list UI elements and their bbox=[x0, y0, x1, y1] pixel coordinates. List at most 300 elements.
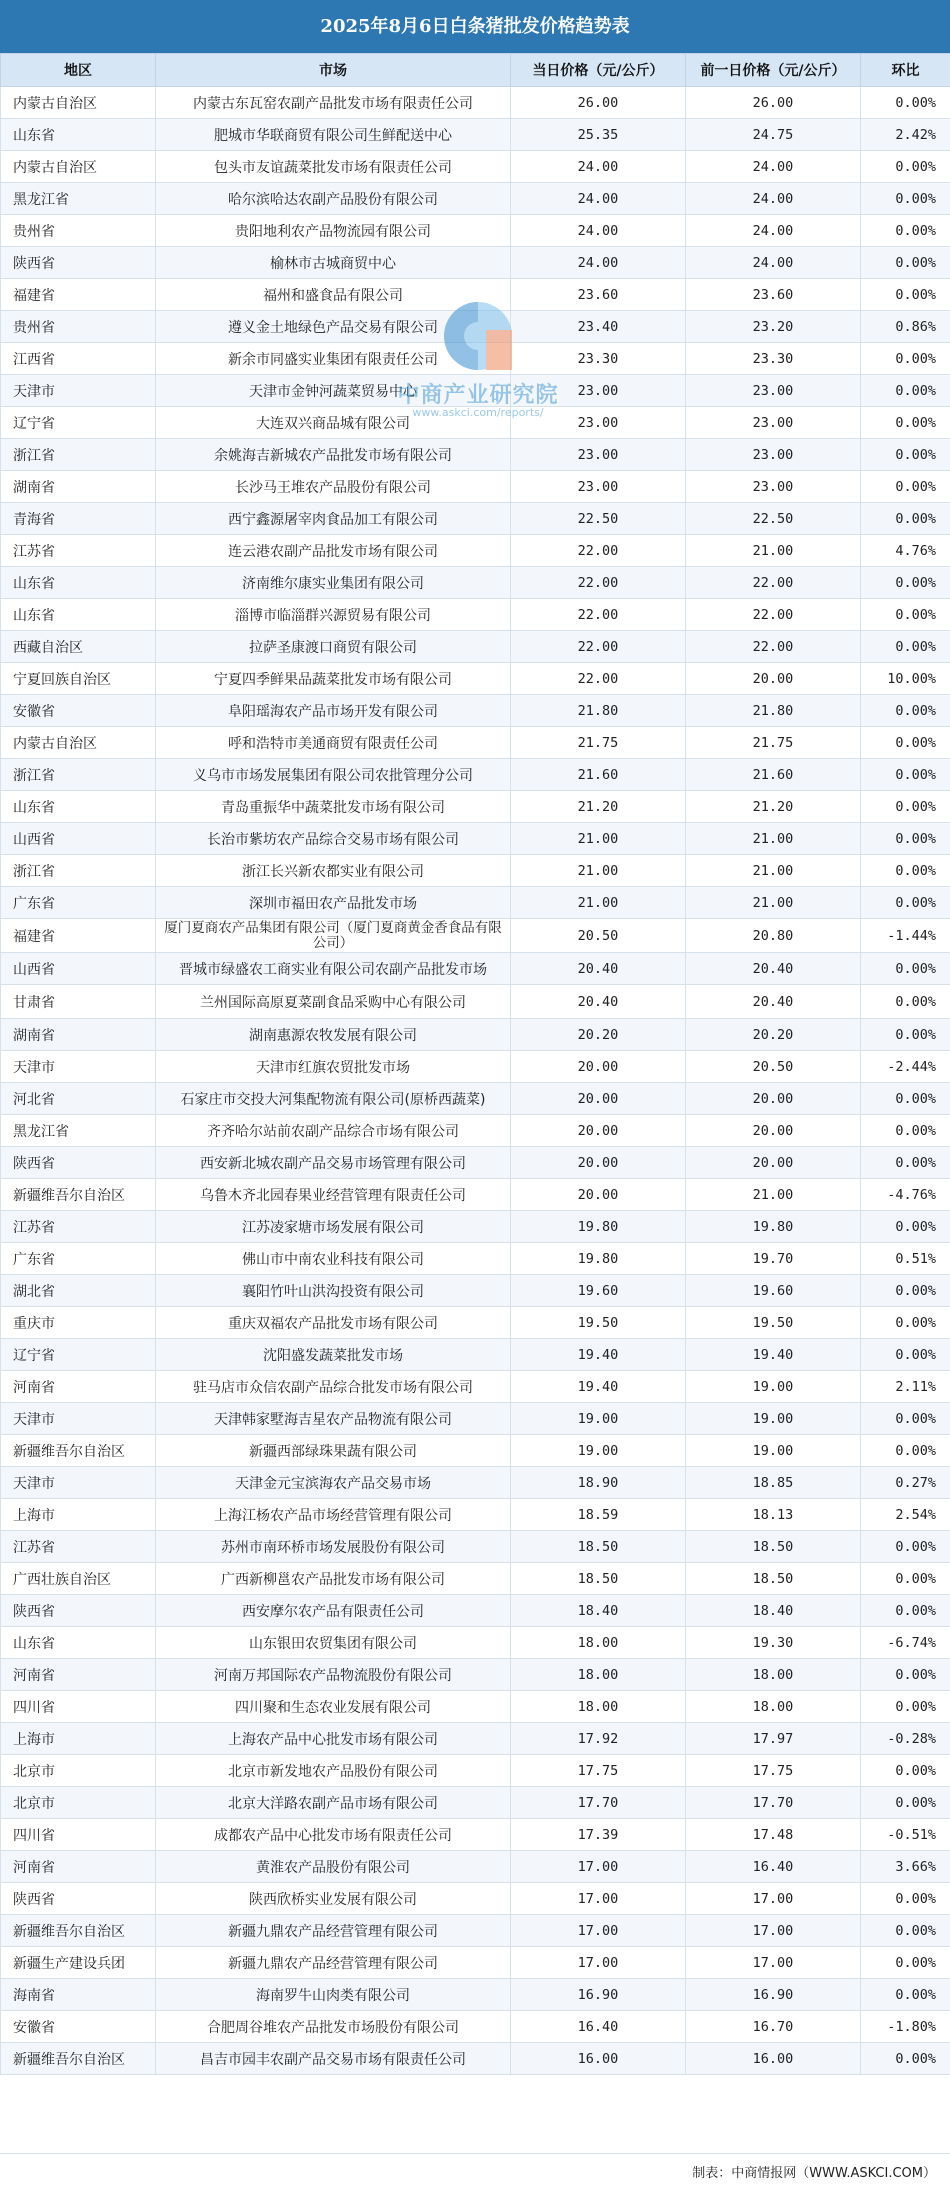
change-cell: -2.44% bbox=[861, 1051, 950, 1083]
market-cell: 浙江长兴新农都实业有限公司 bbox=[156, 855, 511, 887]
table-row bbox=[1, 663, 950, 695]
region-cell: 天津市 bbox=[1, 1403, 156, 1435]
today-price-cell: 22.00 bbox=[511, 567, 686, 599]
table-row bbox=[1, 1371, 950, 1403]
change-cell: 0.00% bbox=[861, 599, 950, 631]
region-cell: 湖南省 bbox=[1, 1019, 156, 1051]
previous-price-cell: 19.40 bbox=[686, 1339, 861, 1371]
change-cell: 0.00% bbox=[861, 87, 950, 119]
today-price-cell: 18.00 bbox=[511, 1691, 686, 1723]
today-price-cell: 22.00 bbox=[511, 535, 686, 567]
change-cell: 0.00% bbox=[861, 631, 950, 663]
table-row bbox=[1, 631, 950, 663]
region-cell: 内蒙古自治区 bbox=[1, 727, 156, 759]
region-cell: 新疆生产建设兵团 bbox=[1, 1947, 156, 1979]
change-cell: 0.00% bbox=[861, 1115, 950, 1147]
market-cell: 连云港农副产品批发市场有限公司 bbox=[156, 535, 511, 567]
today-price-cell: 19.00 bbox=[511, 1403, 686, 1435]
table-row bbox=[1, 1083, 950, 1115]
table-row bbox=[1, 1339, 950, 1371]
market-cell: 余姚海吉新城农产品批发市场有限公司 bbox=[156, 439, 511, 471]
region-cell: 北京市 bbox=[1, 1787, 156, 1819]
table-row bbox=[1, 1275, 950, 1307]
market-cell: 石家庄市交投大河集配物流有限公司(原桥西蔬菜) bbox=[156, 1083, 511, 1115]
previous-price-cell: 21.00 bbox=[686, 1179, 861, 1211]
previous-price-cell: 22.00 bbox=[686, 631, 861, 663]
change-cell: 0.00% bbox=[861, 1691, 950, 1723]
today-price-cell: 23.00 bbox=[511, 471, 686, 503]
today-price-cell: 23.00 bbox=[511, 375, 686, 407]
region-cell: 重庆市 bbox=[1, 1307, 156, 1339]
today-price-cell: 20.40 bbox=[511, 953, 686, 985]
previous-price-cell: 16.00 bbox=[686, 2043, 861, 2075]
region-cell: 山东省 bbox=[1, 1627, 156, 1659]
previous-price-cell: 21.00 bbox=[686, 855, 861, 887]
today-price-cell: 21.60 bbox=[511, 759, 686, 791]
today-price-cell: 19.40 bbox=[511, 1339, 686, 1371]
market-cell: 福州和盛食品有限公司 bbox=[156, 279, 511, 311]
market-cell: 四川聚和生态农业发展有限公司 bbox=[156, 1691, 511, 1723]
table-row bbox=[1, 87, 950, 119]
change-cell: -4.76% bbox=[861, 1179, 950, 1211]
change-cell: 0.00% bbox=[861, 1083, 950, 1115]
column-header-market: 市场 bbox=[156, 54, 511, 87]
market-cell: 长治市紫坊农产品综合交易市场有限公司 bbox=[156, 823, 511, 855]
today-price-cell: 24.00 bbox=[511, 183, 686, 215]
change-cell: 0.00% bbox=[861, 1531, 950, 1563]
region-cell: 新疆维吾尔自治区 bbox=[1, 1435, 156, 1467]
previous-price-cell: 20.80 bbox=[686, 919, 861, 953]
market-cell: 淄博市临淄群兴源贸易有限公司 bbox=[156, 599, 511, 631]
table-row bbox=[1, 183, 950, 215]
previous-price-cell: 19.80 bbox=[686, 1211, 861, 1243]
table-row bbox=[1, 855, 950, 887]
change-cell: -1.44% bbox=[861, 919, 950, 953]
region-cell: 湖南省 bbox=[1, 471, 156, 503]
previous-price-cell: 18.00 bbox=[686, 1659, 861, 1691]
today-price-cell: 18.59 bbox=[511, 1499, 686, 1531]
market-cell: 成都农产品中心批发市场有限责任公司 bbox=[156, 1819, 511, 1851]
region-cell: 辽宁省 bbox=[1, 407, 156, 439]
table-row bbox=[1, 599, 950, 631]
market-cell: 新疆西部绿珠果蔬有限公司 bbox=[156, 1435, 511, 1467]
table-row bbox=[1, 1147, 950, 1179]
change-cell: 0.00% bbox=[861, 1563, 950, 1595]
today-price-cell: 16.00 bbox=[511, 2043, 686, 2075]
region-cell: 浙江省 bbox=[1, 759, 156, 791]
column-header-today-price: 当日价格（元/公斤） bbox=[511, 54, 686, 87]
today-price-cell: 21.20 bbox=[511, 791, 686, 823]
today-price-cell: 18.90 bbox=[511, 1467, 686, 1499]
change-cell: 0.00% bbox=[861, 1787, 950, 1819]
market-cell: 昌吉市园丰农副产品交易市场有限责任公司 bbox=[156, 2043, 511, 2075]
previous-price-cell: 21.80 bbox=[686, 695, 861, 727]
previous-price-cell: 22.50 bbox=[686, 503, 861, 535]
market-cell: 天津韩家墅海吉星农产品物流有限公司 bbox=[156, 1403, 511, 1435]
region-cell: 西藏自治区 bbox=[1, 631, 156, 663]
table-body bbox=[1, 87, 950, 2075]
market-cell: 晋城市绿盛农工商实业有限公司农副产品批发市场 bbox=[156, 953, 511, 985]
previous-price-cell: 23.00 bbox=[686, 471, 861, 503]
previous-price-cell: 18.13 bbox=[686, 1499, 861, 1531]
market-cell: 长沙马王堆农产品股份有限公司 bbox=[156, 471, 511, 503]
today-price-cell: 21.00 bbox=[511, 855, 686, 887]
previous-price-cell: 20.40 bbox=[686, 953, 861, 985]
today-price-cell: 20.00 bbox=[511, 1083, 686, 1115]
previous-price-cell: 19.60 bbox=[686, 1275, 861, 1307]
region-cell: 辽宁省 bbox=[1, 1339, 156, 1371]
region-cell: 贵州省 bbox=[1, 215, 156, 247]
previous-price-cell: 21.75 bbox=[686, 727, 861, 759]
previous-price-cell: 21.60 bbox=[686, 759, 861, 791]
market-cell: 天津市金钟河蔬菜贸易中心 bbox=[156, 375, 511, 407]
market-cell: 新疆九鼎农产品经营管理有限公司 bbox=[156, 1947, 511, 1979]
region-cell: 福建省 bbox=[1, 919, 156, 953]
previous-price-cell: 19.50 bbox=[686, 1307, 861, 1339]
table-row bbox=[1, 503, 950, 535]
region-cell: 广东省 bbox=[1, 1243, 156, 1275]
previous-price-cell: 17.70 bbox=[686, 1787, 861, 1819]
change-cell: 3.66% bbox=[861, 1851, 950, 1883]
previous-price-cell: 23.00 bbox=[686, 439, 861, 471]
previous-price-cell: 24.00 bbox=[686, 215, 861, 247]
change-cell: 4.76% bbox=[861, 535, 950, 567]
today-price-cell: 22.00 bbox=[511, 631, 686, 663]
region-cell: 江苏省 bbox=[1, 1211, 156, 1243]
market-cell: 遵义金土地绿色产品交易有限公司 bbox=[156, 311, 511, 343]
previous-price-cell: 18.40 bbox=[686, 1595, 861, 1627]
previous-price-cell: 18.50 bbox=[686, 1563, 861, 1595]
table-row bbox=[1, 1243, 950, 1275]
today-price-cell: 18.00 bbox=[511, 1627, 686, 1659]
today-price-cell: 21.00 bbox=[511, 823, 686, 855]
column-header-change: 环比 bbox=[861, 54, 950, 87]
previous-price-cell: 17.97 bbox=[686, 1723, 861, 1755]
today-price-cell: 17.70 bbox=[511, 1787, 686, 1819]
previous-price-cell: 21.20 bbox=[686, 791, 861, 823]
today-price-cell: 19.00 bbox=[511, 1435, 686, 1467]
previous-price-cell: 21.00 bbox=[686, 887, 861, 919]
change-cell: 0.00% bbox=[861, 695, 950, 727]
change-cell: 0.00% bbox=[861, 1147, 950, 1179]
change-cell: 0.00% bbox=[861, 985, 950, 1019]
previous-price-cell: 21.00 bbox=[686, 823, 861, 855]
today-price-cell: 23.00 bbox=[511, 439, 686, 471]
today-price-cell: 19.80 bbox=[511, 1211, 686, 1243]
table-row bbox=[1, 375, 950, 407]
market-cell: 河南万邦国际农产品物流股份有限公司 bbox=[156, 1659, 511, 1691]
market-cell: 上海江杨农产品市场经营管理有限公司 bbox=[156, 1499, 511, 1531]
change-cell: -6.74% bbox=[861, 1627, 950, 1659]
table-row bbox=[1, 215, 950, 247]
market-cell: 青岛重振华中蔬菜批发市场有限公司 bbox=[156, 791, 511, 823]
today-price-cell: 23.00 bbox=[511, 407, 686, 439]
market-cell: 驻马店市众信农副产品综合批发市场有限公司 bbox=[156, 1371, 511, 1403]
table-row bbox=[1, 791, 950, 823]
change-cell: 2.11% bbox=[861, 1371, 950, 1403]
region-cell: 山西省 bbox=[1, 953, 156, 985]
change-cell: 0.00% bbox=[861, 1979, 950, 2011]
market-cell: 陕西欣桥实业发展有限公司 bbox=[156, 1883, 511, 1915]
region-cell: 甘肃省 bbox=[1, 985, 156, 1019]
change-cell: 0.00% bbox=[861, 1595, 950, 1627]
market-cell: 天津金元宝滨海农产品交易市场 bbox=[156, 1467, 511, 1499]
today-price-cell: 20.00 bbox=[511, 1051, 686, 1083]
change-cell: 0.00% bbox=[861, 1403, 950, 1435]
region-cell: 江西省 bbox=[1, 343, 156, 375]
table-row bbox=[1, 1595, 950, 1627]
table-row bbox=[1, 1723, 950, 1755]
market-cell: 贵阳地利农产品物流园有限公司 bbox=[156, 215, 511, 247]
table-row bbox=[1, 407, 950, 439]
market-cell: 海南罗牛山肉类有限公司 bbox=[156, 1979, 511, 2011]
previous-price-cell: 16.70 bbox=[686, 2011, 861, 2043]
previous-price-cell: 18.00 bbox=[686, 1691, 861, 1723]
table-row bbox=[1, 1915, 950, 1947]
market-cell: 山东银田农贸集团有限公司 bbox=[156, 1627, 511, 1659]
today-price-cell: 21.00 bbox=[511, 887, 686, 919]
today-price-cell: 20.50 bbox=[511, 919, 686, 953]
region-cell: 宁夏回族自治区 bbox=[1, 663, 156, 695]
today-price-cell: 22.00 bbox=[511, 599, 686, 631]
region-cell: 江苏省 bbox=[1, 1531, 156, 1563]
change-cell: 0.00% bbox=[861, 1307, 950, 1339]
table-row bbox=[1, 1979, 950, 2011]
today-price-cell: 22.00 bbox=[511, 663, 686, 695]
market-cell: 襄阳竹叶山洪沟投资有限公司 bbox=[156, 1275, 511, 1307]
region-cell: 天津市 bbox=[1, 1467, 156, 1499]
market-cell: 厦门夏商农产品集团有限公司（厦门夏商黄金香食品有限公司） bbox=[156, 919, 511, 953]
previous-price-cell: 19.00 bbox=[686, 1403, 861, 1435]
today-price-cell: 19.50 bbox=[511, 1307, 686, 1339]
region-cell: 陕西省 bbox=[1, 1595, 156, 1627]
change-cell: 0.00% bbox=[861, 375, 950, 407]
region-cell: 浙江省 bbox=[1, 439, 156, 471]
change-cell: 2.54% bbox=[861, 1499, 950, 1531]
change-cell: 0.00% bbox=[861, 1211, 950, 1243]
market-cell: 阜阳瑶海农产品市场开发有限公司 bbox=[156, 695, 511, 727]
market-cell: 天津市红旗农贸批发市场 bbox=[156, 1051, 511, 1083]
change-cell: 0.00% bbox=[861, 1947, 950, 1979]
market-cell: 乌鲁木齐北园春果业经营管理有限责任公司 bbox=[156, 1179, 511, 1211]
table-row bbox=[1, 2043, 950, 2075]
footer-source: 制表：中商情报网（WWW.ASKCI.COM） bbox=[692, 2162, 936, 2181]
table-row bbox=[1, 823, 950, 855]
region-cell: 上海市 bbox=[1, 1499, 156, 1531]
today-price-cell: 21.80 bbox=[511, 695, 686, 727]
previous-price-cell: 26.00 bbox=[686, 87, 861, 119]
market-cell: 哈尔滨哈达农副产品股份有限公司 bbox=[156, 183, 511, 215]
today-price-cell: 20.00 bbox=[511, 1115, 686, 1147]
previous-price-cell: 18.85 bbox=[686, 1467, 861, 1499]
table-row bbox=[1, 471, 950, 503]
change-cell: 0.00% bbox=[861, 279, 950, 311]
today-price-cell: 17.39 bbox=[511, 1819, 686, 1851]
table-row bbox=[1, 1499, 950, 1531]
previous-price-cell: 20.20 bbox=[686, 1019, 861, 1051]
previous-price-cell: 20.00 bbox=[686, 1083, 861, 1115]
change-cell: 2.42% bbox=[861, 119, 950, 151]
previous-price-cell: 19.00 bbox=[686, 1435, 861, 1467]
region-cell: 黑龙江省 bbox=[1, 1115, 156, 1147]
table-row bbox=[1, 919, 950, 953]
today-price-cell: 17.00 bbox=[511, 1883, 686, 1915]
table-row bbox=[1, 1883, 950, 1915]
previous-price-cell: 23.00 bbox=[686, 375, 861, 407]
today-price-cell: 18.50 bbox=[511, 1531, 686, 1563]
market-cell: 黄淮农产品股份有限公司 bbox=[156, 1851, 511, 1883]
market-cell: 兰州国际高原夏菜副食品采购中心有限公司 bbox=[156, 985, 511, 1019]
previous-price-cell: 17.00 bbox=[686, 1883, 861, 1915]
change-cell: 0.00% bbox=[861, 471, 950, 503]
change-cell: 0.00% bbox=[861, 567, 950, 599]
table-row bbox=[1, 1819, 950, 1851]
region-cell: 天津市 bbox=[1, 1051, 156, 1083]
table-row bbox=[1, 695, 950, 727]
change-cell: 0.00% bbox=[861, 1659, 950, 1691]
table-row bbox=[1, 1691, 950, 1723]
today-price-cell: 18.00 bbox=[511, 1659, 686, 1691]
region-cell: 新疆维吾尔自治区 bbox=[1, 1915, 156, 1947]
region-cell: 陕西省 bbox=[1, 1883, 156, 1915]
change-cell: 0.00% bbox=[861, 1275, 950, 1307]
region-cell: 海南省 bbox=[1, 1979, 156, 2011]
today-price-cell: 23.30 bbox=[511, 343, 686, 375]
today-price-cell: 23.60 bbox=[511, 279, 686, 311]
previous-price-cell: 23.30 bbox=[686, 343, 861, 375]
previous-price-cell: 17.00 bbox=[686, 1915, 861, 1947]
market-cell: 呼和浩特市美通商贸有限责任公司 bbox=[156, 727, 511, 759]
market-cell: 重庆双福农产品批发市场有限公司 bbox=[156, 1307, 511, 1339]
watermark-text: 中商产业研究院 bbox=[388, 378, 568, 409]
table-row bbox=[1, 1787, 950, 1819]
previous-price-cell: 16.90 bbox=[686, 1979, 861, 2011]
change-cell: 0.00% bbox=[861, 887, 950, 919]
change-cell: 0.00% bbox=[861, 823, 950, 855]
region-cell: 内蒙古自治区 bbox=[1, 87, 156, 119]
change-cell: 0.00% bbox=[861, 1915, 950, 1947]
table-row bbox=[1, 1659, 950, 1691]
change-cell: 0.51% bbox=[861, 1243, 950, 1275]
region-cell: 新疆维吾尔自治区 bbox=[1, 2043, 156, 2075]
today-price-cell: 24.00 bbox=[511, 215, 686, 247]
region-cell: 贵州省 bbox=[1, 311, 156, 343]
today-price-cell: 22.50 bbox=[511, 503, 686, 535]
previous-price-cell: 23.00 bbox=[686, 407, 861, 439]
change-cell: 0.00% bbox=[861, 2043, 950, 2075]
market-cell: 西安摩尔农产品有限责任公司 bbox=[156, 1595, 511, 1627]
change-cell: -1.80% bbox=[861, 2011, 950, 2043]
table-row bbox=[1, 1179, 950, 1211]
previous-price-cell: 22.00 bbox=[686, 599, 861, 631]
previous-price-cell: 20.00 bbox=[686, 1115, 861, 1147]
region-cell: 山东省 bbox=[1, 119, 156, 151]
table-row bbox=[1, 1531, 950, 1563]
change-cell: 0.00% bbox=[861, 503, 950, 535]
region-cell: 浙江省 bbox=[1, 855, 156, 887]
previous-price-cell: 24.00 bbox=[686, 151, 861, 183]
today-price-cell: 16.40 bbox=[511, 2011, 686, 2043]
region-cell: 新疆维吾尔自治区 bbox=[1, 1179, 156, 1211]
region-cell: 河南省 bbox=[1, 1371, 156, 1403]
today-price-cell: 21.75 bbox=[511, 727, 686, 759]
table-row bbox=[1, 1115, 950, 1147]
previous-price-cell: 16.40 bbox=[686, 1851, 861, 1883]
today-price-cell: 17.00 bbox=[511, 1851, 686, 1883]
change-cell: 0.00% bbox=[861, 953, 950, 985]
change-cell: 0.00% bbox=[861, 343, 950, 375]
market-cell: 义乌市市场发展集团有限公司农批管理分公司 bbox=[156, 759, 511, 791]
region-cell: 河北省 bbox=[1, 1083, 156, 1115]
table-row bbox=[1, 985, 950, 1019]
region-cell: 陕西省 bbox=[1, 247, 156, 279]
market-cell: 北京大洋路农副产品市场有限公司 bbox=[156, 1787, 511, 1819]
table-row bbox=[1, 311, 950, 343]
market-cell: 北京市新发地农产品股份有限公司 bbox=[156, 1755, 511, 1787]
market-cell: 深圳市福田农产品批发市场 bbox=[156, 887, 511, 919]
region-cell: 山西省 bbox=[1, 823, 156, 855]
table-row bbox=[1, 439, 950, 471]
market-cell: 西安新北城农副产品交易市场管理有限公司 bbox=[156, 1147, 511, 1179]
change-cell: 0.00% bbox=[861, 791, 950, 823]
watermark-url: www.askci.com/reports/ bbox=[388, 406, 568, 419]
today-price-cell: 24.00 bbox=[511, 151, 686, 183]
change-cell: 0.00% bbox=[861, 183, 950, 215]
previous-price-cell: 21.00 bbox=[686, 535, 861, 567]
market-cell: 济南维尔康实业集团有限公司 bbox=[156, 567, 511, 599]
previous-price-cell: 20.50 bbox=[686, 1051, 861, 1083]
previous-price-cell: 17.48 bbox=[686, 1819, 861, 1851]
market-cell: 上海农产品中心批发市场有限公司 bbox=[156, 1723, 511, 1755]
region-cell: 上海市 bbox=[1, 1723, 156, 1755]
table-header-row bbox=[1, 54, 950, 87]
previous-price-cell: 18.50 bbox=[686, 1531, 861, 1563]
today-price-cell: 23.40 bbox=[511, 311, 686, 343]
market-cell: 大连双兴商品城有限公司 bbox=[156, 407, 511, 439]
footer bbox=[0, 2153, 950, 2186]
region-cell: 黑龙江省 bbox=[1, 183, 156, 215]
change-cell: 10.00% bbox=[861, 663, 950, 695]
today-price-cell: 16.90 bbox=[511, 1979, 686, 2011]
change-cell: 0.27% bbox=[861, 1467, 950, 1499]
previous-price-cell: 23.60 bbox=[686, 279, 861, 311]
change-cell: 0.00% bbox=[861, 215, 950, 247]
market-cell: 佛山市中南农业科技有限公司 bbox=[156, 1243, 511, 1275]
today-price-cell: 17.00 bbox=[511, 1915, 686, 1947]
table-row bbox=[1, 1947, 950, 1979]
region-cell: 山东省 bbox=[1, 599, 156, 631]
region-cell: 四川省 bbox=[1, 1819, 156, 1851]
market-cell: 内蒙古东瓦窑农副产品批发市场有限责任公司 bbox=[156, 87, 511, 119]
table-row bbox=[1, 535, 950, 567]
previous-price-cell: 23.20 bbox=[686, 311, 861, 343]
table-row bbox=[1, 1019, 950, 1051]
change-cell: -0.28% bbox=[861, 1723, 950, 1755]
today-price-cell: 17.75 bbox=[511, 1755, 686, 1787]
market-cell: 西宁鑫源屠宰肉食品加工有限公司 bbox=[156, 503, 511, 535]
region-cell: 安徽省 bbox=[1, 695, 156, 727]
table-row bbox=[1, 567, 950, 599]
market-cell: 苏州市南环桥市场发展股份有限公司 bbox=[156, 1531, 511, 1563]
table-row bbox=[1, 1307, 950, 1339]
region-cell: 内蒙古自治区 bbox=[1, 151, 156, 183]
market-cell: 广西新柳邕农产品批发市场有限公司 bbox=[156, 1563, 511, 1595]
table-row bbox=[1, 151, 950, 183]
region-cell: 广西壮族自治区 bbox=[1, 1563, 156, 1595]
today-price-cell: 24.00 bbox=[511, 247, 686, 279]
table-row bbox=[1, 1051, 950, 1083]
change-cell: 0.00% bbox=[861, 727, 950, 759]
